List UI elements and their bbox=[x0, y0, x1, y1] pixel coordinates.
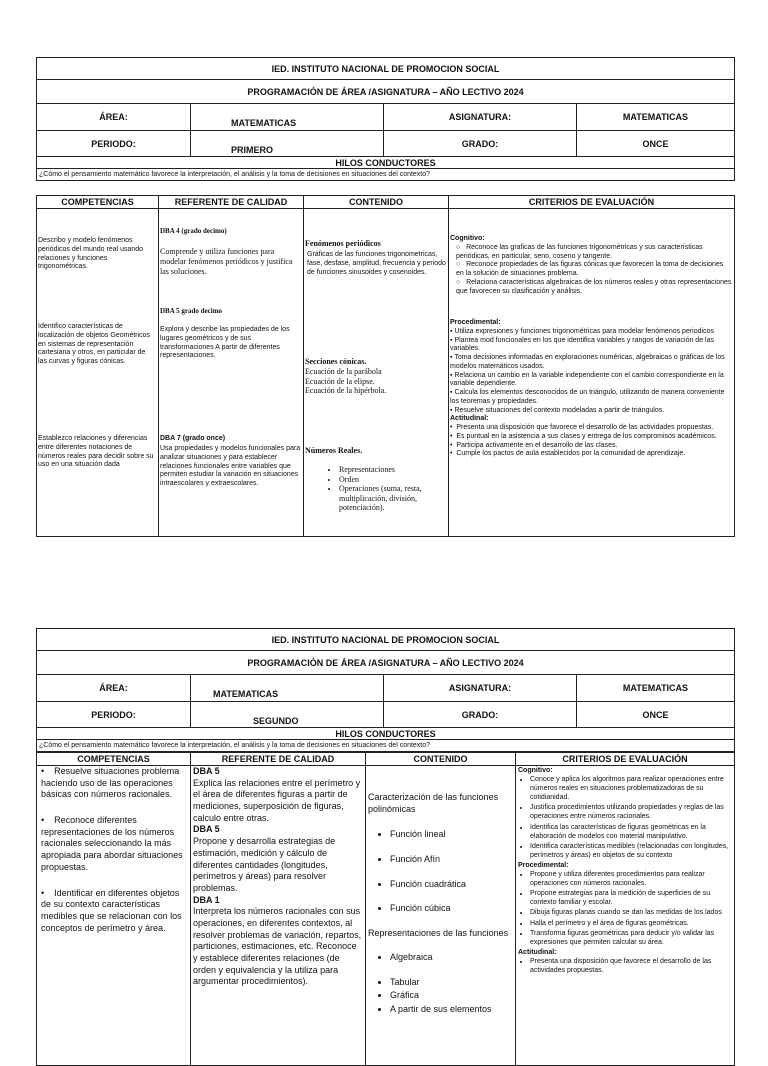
referente-cell bbox=[191, 766, 366, 1066]
cognitive-label: Cognitivo: bbox=[450, 235, 485, 242]
criterios-cognitive: Cognitivo: ○ Reconoce las graficas de las funciones trigonométricas y sus características periódicas, en particular, seno, coseno y tangente. ○ Reconoce propiedades de las figuras cónicas que favorecen la toma de decisiones en la solución de situaciones problema. ○ Relaciona características algebraicas de los números reales y otras representaciones que favorecen su clasificación y análisis. bbox=[450, 235, 732, 295]
functions-list bbox=[368, 829, 513, 915]
dba-text: Interpreta los números racionales con sus operaciones, en diferentes contextos, al resolver problemas de variación, repartos, particiones, estimaciones, etc. Reconoce y establece diferentes relaciones (de orden y equivalencia y la utiliza para argumentar procedimientos). bbox=[193, 906, 362, 987]
hilos-conductores-label: HILOS CONDUCTORES bbox=[37, 728, 735, 740]
period-value: SEGUNDO bbox=[191, 702, 384, 728]
reals-title-text: Números Reales bbox=[305, 446, 361, 455]
procedural-item: Plantea mod funcionales en los que identifica variables y rangos de variación de las variables. bbox=[450, 336, 714, 353]
dba-text-3: Usa propiedades y modelos funcionales para analizar situaciones y para establecer relaciones funcionales entre variables que permiten estudiar la variación en situaciones intraescolares y extraescolares. bbox=[160, 445, 301, 487]
list-item: • Tabular bbox=[390, 977, 513, 989]
attitudinal-item: Es puntual en la asistencia a sus clases y entrega de los compromisos académicos. bbox=[456, 432, 717, 440]
list-item: • Función Afín bbox=[390, 854, 513, 866]
list-item: • Orden bbox=[339, 475, 446, 485]
guiding-question: ¿Cómo el pensamiento matemático favorece la interpretación, el análisis y la toma de decisiones en situaciones del contexto? bbox=[37, 169, 735, 181]
col-criterios: CRITERIOS DE EVALUACIÓN bbox=[516, 753, 735, 766]
planning-sheet-first-period bbox=[36, 57, 734, 181]
contenido-cell bbox=[304, 209, 449, 537]
grade-label: GRADO: bbox=[384, 702, 577, 728]
list-item: • Gráfica bbox=[390, 990, 513, 1002]
content-table bbox=[36, 195, 735, 537]
content-representations-title: Representaciones de las funciones bbox=[368, 928, 509, 939]
conics-title-text: Secciones cónicas bbox=[305, 357, 365, 366]
content-text-periodic: Gráficas de las funciones trigonometricas, fase, desfase, amplitud, frecuencia y periodo de funciones sinusoides y cosenoides. bbox=[307, 251, 446, 276]
cognitive-item: Relaciona características algebraicas de los números reales y otras representaciones que favorecen su clasificación y análisis. bbox=[456, 278, 732, 295]
hilos-conductores-label: HILOS CONDUCTORES bbox=[37, 157, 735, 169]
conics-line: Ecuación de la elipse. bbox=[305, 376, 375, 386]
program-title: PROGRAMACIÓN DE ÁREA /ASIGNATURA – AÑO LECTIVO 2024 bbox=[37, 651, 735, 675]
attitudinal-label: Actitudinal: bbox=[518, 948, 557, 956]
grade-value: ONCE bbox=[577, 131, 735, 157]
area-label: ÁREA: bbox=[37, 675, 191, 702]
procedural-item: • Transforma figuras geométricas para deducir y/o validar las expresiones que permiten calcular su área. bbox=[530, 929, 732, 947]
dba-title-2: DBA 5 grado decimo bbox=[160, 307, 223, 315]
competencia-3: Establezco relaciones y diferencias entre diferentes notaciones de números reales para decidir sobre su uso en una situación dada bbox=[38, 435, 154, 469]
cognitive-item: Reconoce propiedades de las figuras cónicas que favorecen la toma de decisiones en la solución de situaciones problema. bbox=[456, 261, 724, 277]
list-item: • Representaciones bbox=[339, 465, 446, 475]
competencia-1: Describo y modelo fenómenos periódicos del mundo real usando relaciones y funciones trigonométricas. bbox=[38, 237, 144, 271]
dba-title: DBA 5 bbox=[193, 766, 220, 776]
attitudinal-item: Cumple los pactos de aula establecidos por la comunidad de aprendizaje. bbox=[456, 450, 686, 458]
attitudinal-item: Presenta una disposición que favorece el desarrollo de las actividades propuestas. bbox=[456, 424, 714, 431]
competencias-cell bbox=[37, 766, 191, 1066]
procedural-label: Procedimental: bbox=[518, 861, 569, 869]
attitudinal-item: • Presenta una disposición que favorece el desarrollo de las actividades propuestas. bbox=[530, 957, 732, 975]
col-contenido: CONTENIDO bbox=[304, 196, 449, 209]
procedural-item: Resuelve situaciones del contexto modeladas a partir de triángulos. bbox=[454, 406, 665, 414]
criterios-cell bbox=[516, 766, 735, 1066]
institution-title: IED. INSTITUTO NACIONAL DE PROMOCION SOCIAL bbox=[37, 629, 735, 651]
dba-title-3: DBA 7 (grado once) bbox=[160, 435, 226, 442]
program-title: PROGRAMACIÓN DE ÁREA /ASIGNATURA – AÑO LECTIVO 2024 bbox=[37, 80, 735, 104]
competencia-text: Resuelve situaciones problema haciendo uso de las operaciones básicas con números racionales. bbox=[41, 766, 180, 800]
content-title-periodic: Fenómenos periódicos bbox=[305, 239, 381, 248]
area-label: ÁREA: bbox=[37, 104, 191, 131]
area-value: MATEMATICAS bbox=[191, 104, 384, 131]
subject-label: ASIGNATURA: bbox=[384, 104, 577, 131]
procedural-item: • Propone y utiliza diferentes procedimientos para realizar operaciones con números racionales. bbox=[530, 870, 732, 888]
attitudinal-item: Participa activamente en el desarrollo de las clases. bbox=[456, 441, 618, 449]
cognitive-item: • Identifica características medibles (relacionadas con longitudes, perímetros y áreas) en objetos de su contexto bbox=[530, 842, 732, 860]
criterios-cell bbox=[449, 209, 735, 537]
procedural-item: • Dibuja figuras planas cuando se dan las medidas de los lados bbox=[530, 908, 732, 917]
procedural-item: • Halla el perímetro y el área de figuras geométricas. bbox=[530, 919, 732, 928]
sheet-header bbox=[36, 628, 735, 752]
content-intro: Caracterización de las funciones polinómicas bbox=[368, 792, 499, 814]
grade-value: ONCE bbox=[577, 702, 735, 728]
cognitive-item: • Justifica procedimientos utilizando propiedades y reglas de las operaciones entre números racionales. bbox=[530, 803, 732, 821]
subject-value: MATEMATICAS bbox=[577, 675, 735, 702]
dba-text-1: Comprende y utiliza funciones para modelar fenómenos periódicos y justifica las soluciones. bbox=[160, 247, 293, 276]
conics-line: Ecuación de la parábola bbox=[305, 367, 382, 376]
attitudinal-label: Actitudinal: bbox=[450, 415, 489, 423]
col-criterios: CRITERIOS DE EVALUACIÓN bbox=[449, 196, 735, 209]
content-title-conics: Secciones cónicas. bbox=[305, 357, 367, 366]
planning-sheet-second-period bbox=[36, 628, 734, 1066]
competencia-item: • Reconoce diferentes representaciones de los números racionales seleccionando la más apropiada para abordar situaciones propuestas. bbox=[41, 815, 183, 872]
content-table bbox=[36, 752, 735, 1066]
conics-list bbox=[305, 367, 446, 396]
procedural-item: Utiliza expresiones y funciones trigonométricas para modelar fenómenos periodicos bbox=[454, 327, 714, 335]
dba-text: Explica las relaciones entre el perímetro y el área de diferentes figuras a partir de mediciones, superposición de figuras, calculo entre otras. bbox=[193, 777, 361, 823]
cognitive-item: • Identifica las características de figuras geométricas en la elaboración de modelos con material manipulativo. bbox=[530, 823, 732, 841]
dba-title: DBA 5 bbox=[193, 824, 220, 835]
dba-title: DBA 1 bbox=[193, 894, 220, 905]
dba-title-1: DBA 4 (grado decimo) bbox=[160, 227, 227, 235]
list-item: • Algebraica bbox=[390, 952, 513, 964]
col-referente: REFERENTE DE CALIDAD bbox=[191, 753, 366, 766]
area-value: MATEMATICAS bbox=[191, 675, 384, 702]
list-item: • Función cuadrática bbox=[390, 879, 513, 891]
subject-value: MATEMATICAS bbox=[577, 104, 735, 131]
procedural-list bbox=[518, 870, 732, 947]
subject-label: ASIGNATURA: bbox=[384, 675, 577, 702]
competencia-text: Identificar en diferentes objetos de su contexto características medibles que se relacionan con los conceptos de perímetro y área. bbox=[41, 887, 182, 933]
procedural-item: • Propone estrategias para la medición de superficies de su contexto familiar y escolar. bbox=[530, 889, 732, 907]
col-competencias: COMPETENCIAS bbox=[37, 753, 191, 766]
planning-table-first-period bbox=[36, 195, 734, 537]
period-label: PERIODO: bbox=[37, 702, 191, 728]
col-competencias: COMPETENCIAS bbox=[37, 196, 159, 209]
procedural-label: Procedimental: bbox=[450, 319, 501, 326]
cognitive-list bbox=[518, 775, 732, 860]
conics-line: Ecuación de la hipérbola. bbox=[305, 386, 387, 396]
sheet-header bbox=[36, 57, 735, 181]
cognitive-item: • Conoce y aplica los algoritmos para realizar operaciones entre números reales en situaciones problematizadoras de su cotidianidad. bbox=[530, 775, 732, 802]
list-item: • Función lineal bbox=[390, 829, 513, 841]
dba-text: Propone y desarrolla estrategias de estimación, medición y cálculo de diferentes cantidades (longitudes, perímetros y áreas) para resolver problemas. bbox=[193, 836, 336, 893]
competencia-item: • Resuelve situaciones problema haciendo uso de las operaciones básicas con números racionales. bbox=[41, 766, 180, 800]
cognitive-label: Cognitivo: bbox=[518, 767, 553, 774]
contenido-cell bbox=[366, 766, 516, 1066]
reals-list bbox=[305, 465, 446, 513]
competencias-cell bbox=[37, 209, 159, 537]
col-referente: REFERENTE DE CALIDAD bbox=[159, 196, 304, 209]
criterios-procedural: Procedimental: ▪ Utiliza expresiones y funciones trigonométricas para modelar fenómenos periodicos ▪ Plantea mod funcionales en los que identifica variables y rangos de variación de las variables. ▪ Toma decisiones informadas en exploraciones numéricas, algebraicas o gráficas de los modelos matemáticos usados. ▪ Relaciona un cambio en la variable independiente con el cambio correspondiente en la variable dependiente. ▪ Calcula los elementos desconocidos de un triángulo, utilizando de manera conveniente los teoremas y propiedades. ▪ Resuelve situaciones del contexto modeladas a partir de triángulos. Actitudinal: • Presenta una disposición que favorece el desarrollo de las actividades propuestas. • Es puntual en la asistencia a sus clases y entrega de los compromisos académicos. • Participa activamente en el desarrollo de las clases. • Cumple los pactos de aula establecidos por la comunidad de aprendizaje. bbox=[450, 319, 732, 459]
guiding-question: ¿Cómo el pensamiento matemático favorece la interpretación, el análisis y la toma de decisiones en situaciones del contexto? bbox=[37, 740, 735, 752]
period-value: PRIMERO bbox=[191, 131, 384, 157]
competencia-2: Identifico características de localización de objetos Geométricos en sistemas de representación cartesiana y otros, en particular de las curvas y figuras cónicas. bbox=[38, 323, 151, 365]
procedural-item: Toma decisiones informadas en exploraciones numéricas, algebraicas o gráficas de los modelos matemáticos usados. bbox=[450, 354, 725, 370]
attitudinal-list bbox=[518, 957, 732, 975]
procedural-item: Calcula los elementos desconocidos de un triángulo, utilizando de manera conveniente los teoremas y propiedades. bbox=[450, 389, 725, 405]
cognitive-item: Reconoce las graficas de las funciones trigonométricas y sus características periódicas, en particular, seno, coseno y tangente. bbox=[456, 243, 703, 260]
representations-list bbox=[368, 952, 513, 1016]
content-title-reals: Números Reales. bbox=[305, 446, 363, 455]
col-contenido: CONTENIDO bbox=[366, 753, 516, 766]
grade-label: GRADO: bbox=[384, 131, 577, 157]
list-item: • Función cúbica bbox=[390, 903, 513, 915]
dba-text-2: Explora y describe las propiedades de los lugares geométricos y de sus transformaciones A partir de diferentes representaciones. bbox=[160, 326, 290, 360]
list-item: • Operaciones (suma, resta, multiplicación, división, potenciación). bbox=[339, 484, 446, 513]
referente-cell bbox=[159, 209, 304, 537]
competencia-item: • Identificar en diferentes objetos de su contexto características medibles que se relacionan con los conceptos de perímetro y área. bbox=[41, 887, 182, 933]
competencia-text: Reconoce diferentes representaciones de los números racionales seleccionando la más apropiada para abordar situaciones propuestas. bbox=[41, 815, 183, 872]
list-item: • A partir de sus elementos bbox=[390, 1004, 513, 1016]
period-label: PERIODO: bbox=[37, 131, 191, 157]
institution-title: IED. INSTITUTO NACIONAL DE PROMOCION SOCIAL bbox=[37, 58, 735, 80]
procedural-item: Relaciona un cambio en la variable independiente con el cambio correspondiente en la variable dependiente. bbox=[450, 371, 724, 388]
